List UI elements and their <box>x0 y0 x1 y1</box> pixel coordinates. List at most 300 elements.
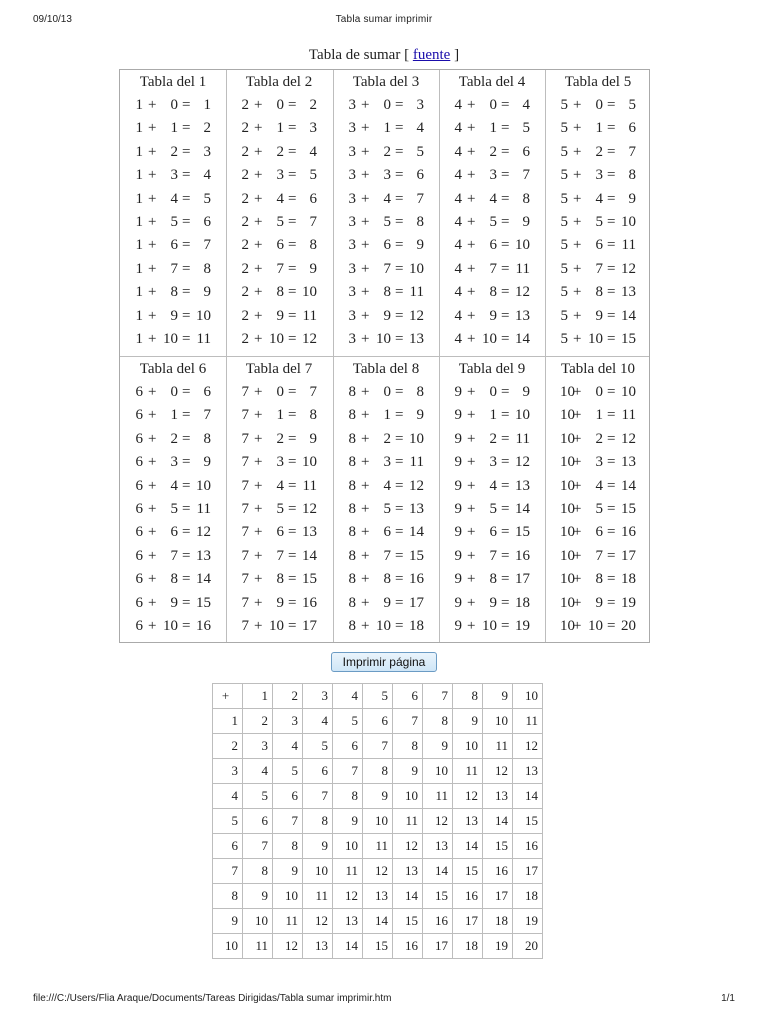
plus-sign: + <box>467 97 476 113</box>
addend-b: 6 <box>595 237 603 254</box>
equals-sign: = <box>395 454 404 471</box>
addend-a: 2 <box>241 331 249 347</box>
table-title: Tabla del 5 <box>564 74 632 90</box>
sum-result: 4 <box>416 120 424 137</box>
equation-row <box>555 308 647 328</box>
equation-row <box>449 384 541 404</box>
sum-cell: 11 <box>363 834 393 859</box>
plus-sign: + <box>361 430 370 447</box>
addend-a: 2 <box>241 167 249 184</box>
addend-b: 0 <box>276 384 284 400</box>
addend-a: 7 <box>241 477 249 494</box>
equation-row <box>130 167 222 187</box>
plus-sign: + <box>148 190 157 207</box>
addend-b: 2 <box>170 430 178 447</box>
equals-sign: = <box>182 571 191 588</box>
table-row <box>213 734 543 759</box>
sum-cell: 10 <box>363 809 393 834</box>
sum-cell: 9 <box>333 809 363 834</box>
equals-sign: = <box>395 594 404 611</box>
addend-a: 1 <box>135 214 143 230</box>
addend-a: 2 <box>241 190 249 207</box>
sum-cell: 9 <box>303 834 333 859</box>
sum-result: 8 <box>309 407 317 424</box>
equation-row <box>236 524 328 544</box>
addend-a: 1 <box>135 260 143 277</box>
sum-result: 9 <box>416 407 424 424</box>
equation-row <box>130 308 222 328</box>
table-title: Tabla del 2 <box>245 74 313 90</box>
addend-b: 6 <box>383 237 391 254</box>
addend-a: 1 <box>135 284 143 301</box>
addend-b: 9 <box>383 594 391 611</box>
sum-result: 17 <box>515 571 530 588</box>
plus-sign: + <box>467 454 476 471</box>
equation-row <box>130 261 222 281</box>
sum-result: 9 <box>416 237 424 254</box>
plus-sign: + <box>254 407 263 424</box>
sum-result: 13 <box>621 284 636 301</box>
equals-sign: = <box>501 331 510 347</box>
sum-cell: 12 <box>393 834 423 859</box>
plus-sign: + <box>573 477 582 494</box>
sum-cell: 16 <box>423 909 453 934</box>
addend-a: 9 <box>454 501 462 517</box>
row-header: 1 <box>213 709 243 734</box>
plus-sign: + <box>254 260 263 277</box>
addend-a: 7 <box>241 407 249 424</box>
sum-result: 18 <box>515 594 530 611</box>
equals-sign: = <box>182 407 191 424</box>
addend-a: 10 <box>560 477 575 494</box>
plus-sign: + <box>573 143 582 160</box>
addend-b: 9 <box>489 594 497 611</box>
addend-b: 1 <box>595 120 603 137</box>
addend-b: 9 <box>276 307 284 324</box>
addend-a: 2 <box>241 97 249 113</box>
plus-sign: + <box>148 384 157 400</box>
sum-cell: 9 <box>453 709 483 734</box>
sum-cell: 10 <box>333 834 363 859</box>
equation-row <box>130 431 222 451</box>
equals-sign: = <box>288 618 297 634</box>
print-page-button[interactable]: Imprimir página <box>331 652 437 672</box>
plus-sign: + <box>148 594 157 611</box>
addend-b: 8 <box>383 571 391 588</box>
equals-sign: = <box>395 97 404 113</box>
sum-cell: 12 <box>483 759 513 784</box>
equals-sign: = <box>607 307 616 324</box>
sum-cell: 4 <box>303 709 333 734</box>
plus-sign: + <box>573 430 582 447</box>
addend-a: 3 <box>348 260 356 277</box>
sum-cell: 10 <box>303 859 333 884</box>
equation-row <box>555 618 647 638</box>
plus-sign: + <box>573 384 582 400</box>
equals-sign: = <box>182 477 191 494</box>
plus-sign: + <box>467 477 476 494</box>
addend-a: 9 <box>454 571 462 588</box>
sum-cell: 10 <box>423 759 453 784</box>
plus-sign: + <box>467 214 476 230</box>
sum-result: 10 <box>196 477 211 494</box>
addend-a: 10 <box>560 571 575 588</box>
equation-row <box>555 407 647 427</box>
equation-row <box>555 167 647 187</box>
addend-b: 5 <box>489 501 497 517</box>
sum-cell: 15 <box>483 834 513 859</box>
sum-result: 8 <box>203 430 211 447</box>
sum-result: 8 <box>416 214 424 230</box>
plus-sign: + <box>361 190 370 207</box>
plus-sign: + <box>254 167 263 184</box>
equation-row <box>343 261 435 281</box>
plus-sign: + <box>361 143 370 160</box>
equals-sign: = <box>395 237 404 254</box>
addend-b: 1 <box>489 120 497 137</box>
addend-a: 5 <box>560 97 568 113</box>
plus-sign: + <box>148 143 157 160</box>
addend-a: 4 <box>454 190 462 207</box>
equals-sign: = <box>182 97 191 113</box>
table-row <box>213 809 543 834</box>
row-header: 3 <box>213 759 243 784</box>
equation-row <box>555 478 647 498</box>
equation-row <box>130 144 222 164</box>
addend-b: 4 <box>170 477 178 494</box>
plus-sign: + <box>254 284 263 301</box>
equals-sign: = <box>288 167 297 184</box>
table-block <box>439 70 545 356</box>
sum-result: 17 <box>409 594 424 611</box>
addend-a: 2 <box>241 214 249 230</box>
plus-sign: + <box>148 307 157 324</box>
equals-sign: = <box>607 430 616 447</box>
sum-result: 6 <box>203 214 211 230</box>
addend-b: 0 <box>383 97 391 113</box>
sum-cell: 3 <box>243 734 273 759</box>
addend-b: 7 <box>595 260 603 277</box>
print-title: Tabla sumar imprimir <box>335 14 433 25</box>
equals-sign: = <box>182 524 191 541</box>
sum-cell: 8 <box>303 809 333 834</box>
addend-b: 10 <box>588 331 603 347</box>
plus-sign: + <box>573 214 582 230</box>
addend-b: 7 <box>383 547 391 564</box>
sum-result: 7 <box>203 237 211 254</box>
sum-cell: 5 <box>333 709 363 734</box>
row-header: 6 <box>213 834 243 859</box>
equals-sign: = <box>395 260 404 277</box>
equals-sign: = <box>395 214 404 230</box>
equals-sign: = <box>288 477 297 494</box>
addend-a: 5 <box>560 237 568 254</box>
addend-a: 8 <box>348 547 356 564</box>
addend-b: 1 <box>276 120 284 137</box>
sum-cell: 16 <box>453 884 483 909</box>
sum-result: 15 <box>409 547 424 564</box>
equation-row <box>130 284 222 304</box>
equation-row <box>343 454 435 474</box>
addend-b: 10 <box>482 331 497 347</box>
equals-sign: = <box>501 477 510 494</box>
equals-sign: = <box>182 384 191 400</box>
sum-result: 9 <box>203 284 211 301</box>
sum-cell: 17 <box>453 909 483 934</box>
addend-a: 8 <box>348 407 356 424</box>
sum-cell: 9 <box>393 759 423 784</box>
equals-sign: = <box>182 547 191 564</box>
equation-row <box>449 120 541 140</box>
sum-result: 11 <box>621 237 636 254</box>
sum-result: 15 <box>515 524 530 541</box>
addend-b: 2 <box>595 430 603 447</box>
sum-result: 14 <box>302 547 317 564</box>
sum-result: 7 <box>309 384 317 400</box>
table-row <box>213 934 543 959</box>
equation-row <box>343 120 435 140</box>
plus-sign: + <box>361 120 370 137</box>
plus-sign: + <box>254 120 263 137</box>
plus-sign: + <box>467 430 476 447</box>
plus-sign: + <box>254 547 263 564</box>
equals-sign: = <box>501 143 510 160</box>
plus-sign: + <box>361 284 370 301</box>
sum-result: 9 <box>203 454 211 471</box>
sum-cell: 11 <box>333 859 363 884</box>
plus-sign: + <box>573 547 582 564</box>
sum-cell: 8 <box>363 759 393 784</box>
sum-result: 11 <box>621 407 636 424</box>
equals-sign: = <box>395 547 404 564</box>
equals-sign: = <box>607 284 616 301</box>
plus-sign: + <box>467 331 476 347</box>
sum-result: 5 <box>416 143 424 160</box>
addend-b: 4 <box>595 190 603 207</box>
plus-sign: + <box>254 618 263 634</box>
row-header: 10 <box>213 934 243 959</box>
addend-a: 10 <box>560 501 575 517</box>
addend-a: 9 <box>454 477 462 494</box>
equals-sign: = <box>182 143 191 160</box>
sum-result: 7 <box>416 190 424 207</box>
sum-result: 12 <box>409 307 424 324</box>
equals-sign: = <box>288 407 297 424</box>
equation-row <box>555 454 647 474</box>
table-row <box>213 709 543 734</box>
sum-cell: 6 <box>333 734 363 759</box>
sum-result: 11 <box>515 260 530 277</box>
addend-a: 2 <box>241 260 249 277</box>
sum-cell: 13 <box>303 934 333 959</box>
addend-a: 10 <box>560 407 575 424</box>
addend-a: 6 <box>135 618 143 634</box>
equation-row <box>555 261 647 281</box>
sum-result: 6 <box>522 143 530 160</box>
sum-result: 16 <box>409 571 424 588</box>
plus-sign: + <box>361 618 370 634</box>
addend-a: 4 <box>454 120 462 137</box>
plus-sign: + <box>573 237 582 254</box>
plus-sign: + <box>148 501 157 517</box>
sum-result: 13 <box>196 547 211 564</box>
addend-a: 9 <box>454 430 462 447</box>
equation-row <box>555 431 647 451</box>
plus-sign: + <box>361 477 370 494</box>
plus-sign: + <box>361 594 370 611</box>
plus-sign: + <box>148 524 157 541</box>
sum-result: 7 <box>628 143 636 160</box>
addend-b: 8 <box>383 284 391 301</box>
table-block <box>226 70 332 356</box>
table-block <box>333 70 439 356</box>
row-header: 4 <box>213 784 243 809</box>
table-title: Tabla del 1 <box>139 74 207 90</box>
equals-sign: = <box>607 190 616 207</box>
addend-b: 7 <box>170 547 178 564</box>
equation-row <box>236 384 328 404</box>
sum-result: 14 <box>515 331 530 347</box>
column-header: 10 <box>513 684 543 709</box>
equation-row <box>130 214 222 234</box>
sum-result: 11 <box>409 284 424 301</box>
addend-b: 0 <box>170 384 178 400</box>
addend-a: 6 <box>135 571 143 588</box>
equation-row <box>236 120 328 140</box>
addend-a: 6 <box>135 594 143 611</box>
table-caption <box>0 47 768 64</box>
equals-sign: = <box>182 594 191 611</box>
sum-cell: 7 <box>303 784 333 809</box>
sum-result: 15 <box>621 331 636 347</box>
addend-a: 9 <box>454 384 462 400</box>
equation-row <box>130 501 222 521</box>
sum-result: 17 <box>302 618 317 634</box>
equals-sign: = <box>288 97 297 113</box>
equals-sign: = <box>182 307 191 324</box>
equals-sign: = <box>501 618 510 634</box>
addend-b: 9 <box>170 307 178 324</box>
addend-a: 10 <box>560 594 575 611</box>
equation-row <box>130 237 222 257</box>
sum-cell: 14 <box>453 834 483 859</box>
equation-row <box>449 501 541 521</box>
sum-cell: 8 <box>273 834 303 859</box>
addend-b: 10 <box>588 618 603 634</box>
sum-result: 5 <box>628 97 636 113</box>
addend-b: 2 <box>489 143 497 160</box>
equation-row <box>130 331 222 351</box>
addend-b: 3 <box>595 167 603 184</box>
sum-result: 11 <box>196 501 211 517</box>
equation-row <box>236 237 328 257</box>
addend-b: 7 <box>489 547 497 564</box>
addend-b: 6 <box>595 524 603 541</box>
plus-sign: + <box>148 618 157 634</box>
equals-sign: = <box>182 167 191 184</box>
sum-cell: 12 <box>303 909 333 934</box>
plus-sign: + <box>573 407 582 424</box>
print-footer <box>0 993 768 1007</box>
sum-result: 7 <box>203 407 211 424</box>
equals-sign: = <box>607 501 616 517</box>
addend-a: 8 <box>348 501 356 517</box>
sum-result: 9 <box>309 430 317 447</box>
table-title: Tabla del 7 <box>245 361 313 377</box>
sum-result: 10 <box>621 384 636 400</box>
plus-sign: + <box>254 237 263 254</box>
sum-cell: 16 <box>393 934 423 959</box>
addend-b: 8 <box>595 284 603 301</box>
addend-a: 5 <box>560 190 568 207</box>
sum-cell: 14 <box>393 884 423 909</box>
addend-a: 3 <box>348 167 356 184</box>
plus-sign: + <box>148 120 157 137</box>
sum-result: 11 <box>302 477 317 494</box>
sum-cell: 13 <box>483 784 513 809</box>
sum-result: 13 <box>515 477 530 494</box>
sum-result: 14 <box>409 524 424 541</box>
sum-result: 3 <box>416 97 424 113</box>
sum-cell: 13 <box>513 759 543 784</box>
plus-sign: + <box>573 307 582 324</box>
addend-b: 1 <box>383 407 391 424</box>
equals-sign: = <box>288 384 297 400</box>
addend-b: 4 <box>489 477 497 494</box>
addend-b: 5 <box>383 501 391 517</box>
equals-sign: = <box>501 524 510 541</box>
sum-result: 12 <box>621 430 636 447</box>
equals-sign: = <box>182 284 191 301</box>
equals-sign: = <box>395 524 404 541</box>
addend-b: 6 <box>276 237 284 254</box>
sum-result: 13 <box>409 501 424 517</box>
equation-row <box>236 548 328 568</box>
equation-row <box>236 191 328 211</box>
addend-a: 5 <box>560 331 568 347</box>
plus-sign: + <box>148 97 157 113</box>
sum-result: 12 <box>409 477 424 494</box>
equation-row <box>555 384 647 404</box>
plus-sign: + <box>361 214 370 230</box>
addend-b: 2 <box>489 430 497 447</box>
addend-b: 9 <box>276 594 284 611</box>
plus-sign: + <box>361 237 370 254</box>
sum-cell: 15 <box>393 909 423 934</box>
equals-sign: = <box>607 477 616 494</box>
equals-sign: = <box>182 618 191 634</box>
sum-cell: 11 <box>423 784 453 809</box>
addend-a: 4 <box>454 260 462 277</box>
addend-b: 0 <box>170 97 178 113</box>
equation-row <box>555 595 647 615</box>
equation-row <box>449 431 541 451</box>
plus-sign: + <box>148 260 157 277</box>
addend-a: 1 <box>135 97 143 113</box>
sum-cell: 10 <box>483 709 513 734</box>
source-link[interactable]: fuente <box>412 47 451 63</box>
sum-result: 2 <box>203 120 211 137</box>
addend-b: 5 <box>383 214 391 230</box>
plus-sign: + <box>467 284 476 301</box>
equals-sign: = <box>607 454 616 471</box>
equation-row <box>449 548 541 568</box>
addend-a: 1 <box>135 331 143 347</box>
page-number: 1/1 <box>721 993 735 1004</box>
equation-row <box>449 407 541 427</box>
addend-a: 9 <box>454 594 462 611</box>
equals-sign: = <box>182 190 191 207</box>
